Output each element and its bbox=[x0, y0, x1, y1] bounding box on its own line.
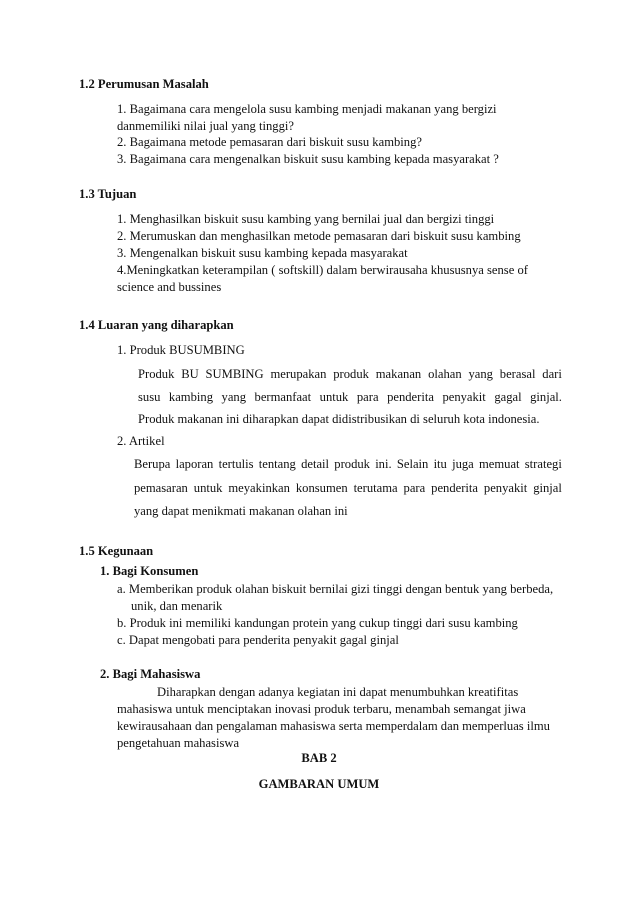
benefit-consumer-line-2: unik, dan menarik bbox=[131, 599, 223, 613]
word: penderita bbox=[387, 390, 434, 404]
chapter-title: GAMBARAN UMUM bbox=[258, 777, 380, 791]
word: kambing bbox=[168, 390, 213, 404]
word: produk bbox=[334, 457, 370, 471]
word: berasal bbox=[499, 367, 536, 381]
benefit-student-line-2: mahasiswa untuk menciptakan inovasi produk terbaru, menambah semangat jiwa bbox=[117, 702, 526, 716]
word: tentang bbox=[258, 457, 296, 471]
section-1-5-heading: 1.5 Kegunaan bbox=[79, 544, 154, 558]
problem-line-1: 1. Bagaimana cara mengelola susu kambing menjadi makanan yang bergizi bbox=[117, 102, 497, 116]
output-item-1-title: 1. Produk BUSUMBING bbox=[117, 343, 245, 357]
word: konsumen bbox=[295, 481, 348, 495]
word: penyakit bbox=[442, 390, 486, 404]
word: yang bbox=[221, 390, 246, 404]
word: ginjal. bbox=[530, 390, 562, 404]
word: susu bbox=[138, 390, 161, 404]
word: produk bbox=[333, 367, 369, 381]
benefit-student-title: 2. Bagi Mahasiswa bbox=[100, 667, 201, 681]
word: penyakit bbox=[483, 481, 528, 495]
word: memuat bbox=[478, 457, 520, 471]
word: bermanfaat bbox=[254, 390, 312, 404]
output-item-1-line-2 bbox=[138, 389, 562, 405]
output-item-2-line-3: yang dapat menikmati makanan olahan ini bbox=[134, 504, 348, 518]
goal-line-2: 2. Merumuskan dan menghasilkan metode pemasaran dari biskuit susu kambing bbox=[117, 229, 521, 243]
benefit-student-line-4: pengetahuan mahasiswa bbox=[117, 736, 240, 750]
word: SUMBING bbox=[205, 367, 264, 381]
word: ini. bbox=[375, 457, 392, 471]
word: Selain bbox=[396, 457, 429, 471]
word: makanan bbox=[375, 367, 422, 381]
section-1-2-heading: 1.2 Perumusan Masalah bbox=[79, 77, 209, 91]
section-1-3-heading: 1.3 Tujuan bbox=[79, 187, 137, 201]
goal-line-1: 1. Menghasilkan biskuit susu kambing yang bernilai jual dan bergizi tinggi bbox=[117, 212, 495, 226]
word: para bbox=[356, 390, 379, 404]
word: para bbox=[403, 481, 426, 495]
word: untuk bbox=[193, 481, 223, 495]
output-item-2-line-2 bbox=[134, 480, 562, 496]
output-item-2-line-1 bbox=[134, 456, 562, 472]
benefit-student-line-3: kewirausahaan dan pengalaman mahasiswa serta memperdalam dan memperluas ilmu bbox=[117, 719, 550, 733]
word: juga bbox=[452, 457, 474, 471]
problem-line-3: 2. Bagaimana metode pemasaran dari biskuit susu kambing? bbox=[117, 135, 422, 149]
section-1-4-heading: 1.4 Luaran yang diharapkan bbox=[79, 318, 234, 332]
word: olahan bbox=[428, 367, 462, 381]
goal-line-3: 3. Mengenalkan biskuit susu kambing kepada masyarakat bbox=[117, 246, 408, 260]
goal-line-5: science and bussines bbox=[117, 280, 222, 294]
word: merupakan bbox=[270, 367, 327, 381]
benefit-consumer-line-4: c. Dapat mengobati para penderita penyakit gagal ginjal bbox=[117, 633, 399, 647]
benefit-consumer-title: 1. Bagi Konsumen bbox=[100, 564, 199, 578]
output-item-2-title: 2. Artikel bbox=[117, 434, 165, 448]
word: penderita bbox=[431, 481, 478, 495]
word: detail bbox=[301, 457, 330, 471]
word: Berupa bbox=[134, 457, 171, 471]
word: gagal bbox=[494, 390, 522, 404]
word: meyakinkan bbox=[228, 481, 290, 495]
goal-line-4: 4.Meningkatkan keterampilan ( softskill) dalam berwirausaha khususnya sense of bbox=[117, 263, 528, 277]
benefit-student-line-1: Diharapkan dengan adanya kegiatan ini dapat menumbuhkan kreatifitas bbox=[157, 685, 519, 699]
word: ginjal bbox=[533, 481, 562, 495]
word: BU bbox=[181, 367, 199, 381]
word: itu bbox=[433, 457, 447, 471]
word: yang bbox=[468, 367, 493, 381]
word: untuk bbox=[319, 390, 349, 404]
problem-line-4: 3. Bagaimana cara mengenalkan biskuit susu kambing kepada masyarakat ? bbox=[117, 152, 499, 166]
problem-line-2: danmemiliki nilai jual yang tinggi? bbox=[117, 119, 294, 133]
word: strategi bbox=[524, 457, 562, 471]
output-item-1-line-3: Produk makanan ini diharapkan dapat didistribusikan di seluruh kota indonesia. bbox=[138, 412, 540, 426]
output-item-1-line-1 bbox=[138, 366, 562, 382]
benefit-consumer-line-3: b. Produk ini memiliki kandungan protein yang cukup tinggi dari susu kambing bbox=[117, 616, 518, 630]
word: tertulis bbox=[218, 457, 254, 471]
word: dari bbox=[542, 367, 562, 381]
chapter-number: BAB 2 bbox=[301, 751, 337, 765]
word: terutama bbox=[353, 481, 398, 495]
word: laporan bbox=[175, 457, 214, 471]
word: pemasaran bbox=[134, 481, 188, 495]
benefit-consumer-line-1: a. Memberikan produk olahan biskuit bernilai gizi tinggi dengan bentuk yang berbeda, bbox=[117, 582, 554, 596]
word: Produk bbox=[138, 367, 175, 381]
